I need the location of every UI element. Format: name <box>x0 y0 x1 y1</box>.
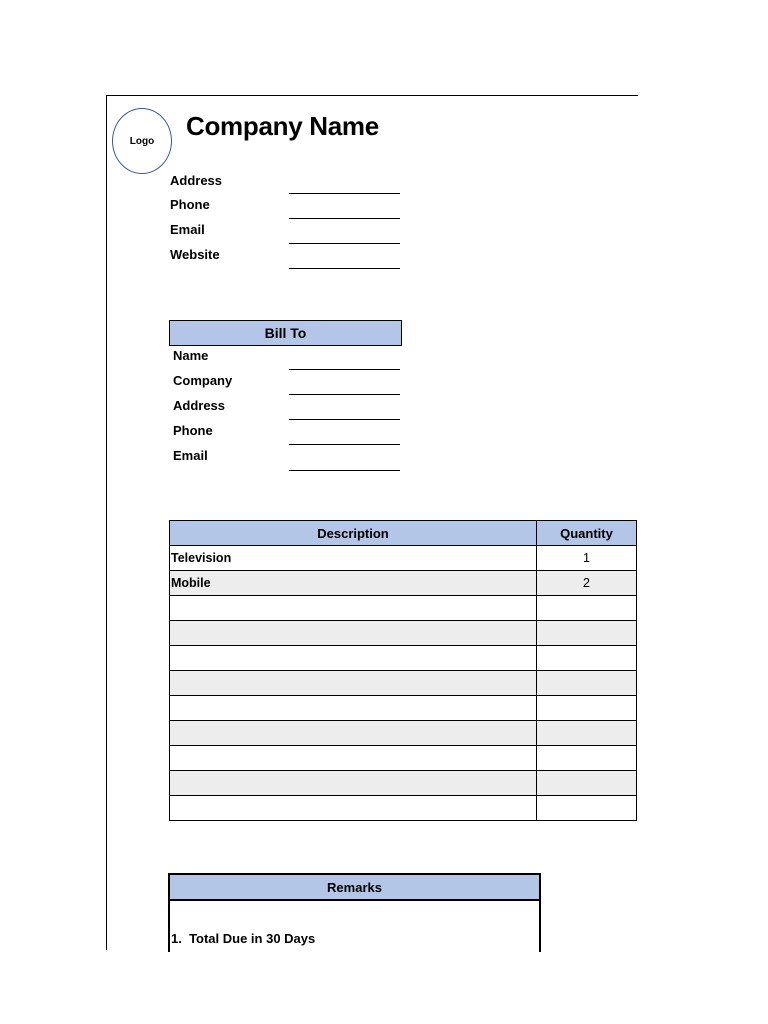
table-header-row <box>170 521 637 546</box>
top-border-line <box>106 95 638 96</box>
description-cell[interactable] <box>170 646 537 671</box>
remarks-box <box>168 873 541 952</box>
bill-to-company-field[interactable] <box>289 394 400 395</box>
remarks-title: Remarks <box>327 879 382 895</box>
items-table <box>169 520 637 821</box>
description-cell[interactable] <box>170 721 537 746</box>
quantity-cell[interactable]: 1 <box>537 546 637 571</box>
description-header: Description <box>170 521 537 546</box>
table-row <box>170 546 637 571</box>
table-row <box>170 671 637 696</box>
table-row <box>170 796 637 821</box>
company-website-field[interactable] <box>289 268 400 269</box>
description-cell[interactable]: Television <box>170 546 537 571</box>
bill-to-company-label: Company <box>173 373 233 388</box>
quantity-cell[interactable] <box>537 771 637 796</box>
company-phone-label: Phone <box>170 197 210 212</box>
bill-to-name-label: Name <box>173 348 209 363</box>
logo-text: Logo <box>129 135 155 147</box>
bill-to-address-field[interactable] <box>289 419 400 420</box>
table-row <box>170 646 637 671</box>
description-cell[interactable]: Mobile <box>170 571 537 596</box>
quantity-cell[interactable] <box>537 671 637 696</box>
company-address-field[interactable] <box>289 193 400 194</box>
bill-to-email-label: Email <box>173 448 208 463</box>
quantity-cell[interactable] <box>537 621 637 646</box>
remarks-item[interactable]: 1. Total Due in 30 Days <box>171 931 316 946</box>
quantity-cell[interactable] <box>537 596 637 621</box>
bill-to-email-field[interactable] <box>289 470 400 471</box>
left-border-line <box>106 95 107 950</box>
quantity-cell[interactable] <box>537 796 637 821</box>
table-row <box>170 571 637 596</box>
description-cell[interactable] <box>170 696 537 721</box>
company-phone-field[interactable] <box>289 218 400 219</box>
remarks-header <box>170 875 539 901</box>
company-email-label: Email <box>170 222 205 237</box>
bill-to-header <box>169 320 402 346</box>
company-name: Company Name <box>186 111 379 141</box>
quantity-cell[interactable] <box>537 646 637 671</box>
quantity-cell[interactable]: 2 <box>537 571 637 596</box>
bill-to-title: Bill To <box>264 325 307 341</box>
description-cell[interactable] <box>170 771 537 796</box>
company-address-label: Address <box>170 173 223 188</box>
bill-to-phone-field[interactable] <box>289 444 400 445</box>
table-row <box>170 746 637 771</box>
table-row <box>170 721 637 746</box>
table-row <box>170 621 637 646</box>
quantity-cell[interactable] <box>537 746 637 771</box>
description-cell[interactable] <box>170 671 537 696</box>
logo-placeholder <box>112 108 172 174</box>
bill-to-phone-label: Phone <box>173 423 213 438</box>
company-website-label: Website <box>170 247 220 262</box>
quantity-cell[interactable] <box>537 721 637 746</box>
company-email-field[interactable] <box>289 243 400 244</box>
description-cell[interactable] <box>170 746 537 771</box>
quantity-header: Quantity <box>537 521 637 546</box>
table-row <box>170 771 637 796</box>
bill-to-name-field[interactable] <box>289 369 400 370</box>
description-cell[interactable] <box>170 621 537 646</box>
table-row <box>170 596 637 621</box>
description-cell[interactable] <box>170 796 537 821</box>
table-row <box>170 696 637 721</box>
description-cell[interactable] <box>170 596 537 621</box>
bill-to-address-label: Address <box>173 398 226 413</box>
quantity-cell[interactable] <box>537 696 637 721</box>
